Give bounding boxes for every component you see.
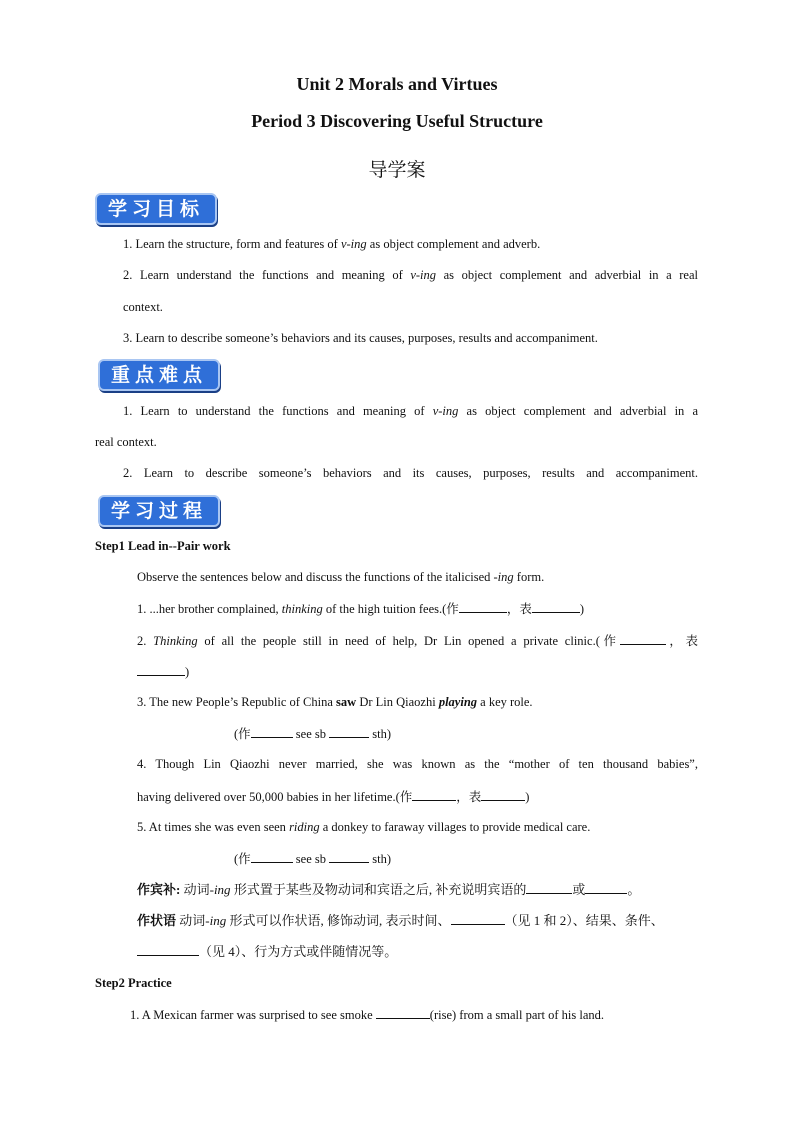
answer-blank[interactable] [451, 912, 505, 925]
note-adverbial-cont: （见 4）、行为方式或伴随情况等。 [137, 943, 397, 960]
answer-blank[interactable] [459, 600, 507, 613]
objective-1: 1. Learn the structure, form and features of v-ing as object complement and adverb. [123, 237, 541, 251]
sentence-2: 2. Thinking of all the people still in need of help, Dr Lin opened a private clinic.(作 ，表 [137, 634, 698, 648]
sentence-4-cont: having delivered over 50,000 babies in her lifetime.(作 ，表 ) [137, 790, 530, 804]
sentence-3-pattern: (作 see sb sth) [234, 727, 391, 741]
answer-blank[interactable] [137, 943, 199, 956]
answer-blank[interactable] [585, 881, 627, 894]
answer-blank[interactable] [412, 788, 456, 801]
doc-type-title: 导学案 [368, 159, 426, 181]
objective-3: 3. Learn to describe someone’s behaviors and its causes, purposes, results and accompaniment. [123, 331, 598, 345]
period-title: Period 3 Discovering Useful Structure [251, 111, 543, 131]
answer-blank[interactable] [620, 632, 666, 645]
key-point-2: 2. Learn to describe someone’s behaviors and its causes, purposes, results and accompaniment. [123, 466, 698, 480]
answer-blank[interactable] [481, 788, 525, 801]
step2-heading: Step2 Practice [95, 976, 172, 990]
process-badge: 学习过程 [98, 495, 220, 527]
answer-blank[interactable] [376, 1006, 430, 1019]
note-object-complement: 作宾补: 动词-ing 形式置于某些及物动词和宾语之后, 补充说明宾语的 或 。 [137, 882, 641, 897]
sentence-5-pattern: (作 see sb sth) [234, 852, 391, 866]
answer-blank[interactable] [329, 725, 369, 738]
sentence-1: 1. ...her brother complained, thinking of the high tuition fees.(作 ，表 ) [137, 602, 584, 616]
unit-title: Unit 2 Morals and Virtues [296, 74, 498, 94]
practice-1: 1. A Mexican farmer was surprised to see smoke (rise) from a small part of his land. [130, 1008, 605, 1022]
note-adverbial: 作状语 动词-ing 形式可以作状语, 修饰动词, 表示时间、 （见 1 和 2）、结果、条件、 [137, 913, 664, 928]
answer-blank[interactable] [532, 600, 580, 613]
objective-2: 2. Learn understand the functions and meaning of v-ing as object complement and adverbial in a real [123, 268, 698, 282]
sentence-2-cont: ) [137, 663, 189, 680]
step1-heading: Step1 Lead in--Pair work [95, 539, 231, 553]
sentence-3: 3. The new People’s Republic of China saw Dr Lin Qiaozhi playing a key role. [137, 695, 533, 709]
step1-intro: Observe the sentences below and discuss the functions of the italicised -ing form. [137, 570, 545, 584]
answer-blank[interactable] [526, 881, 572, 894]
objective-2-cont: context. [123, 300, 163, 314]
answer-blank[interactable] [251, 850, 293, 863]
answer-blank[interactable] [329, 850, 369, 863]
key-points-badge: 重点难点 [98, 359, 220, 391]
key-point-1: 1. Learn to understand the functions and meaning of v-ing as object complement and adverbial in a [123, 404, 699, 418]
sentence-4: 4. Though Lin Qiaozhi never married, she was known as the “mother of ten thousand babies”, [137, 757, 698, 771]
sentence-5: 5. At times she was even seen riding a donkey to faraway villages to provide medical care. [137, 820, 591, 834]
objectives-badge: 学习目标 [95, 193, 217, 225]
answer-blank[interactable] [137, 663, 185, 676]
key-point-1-cont: real context. [95, 435, 157, 449]
answer-blank[interactable] [251, 725, 293, 738]
